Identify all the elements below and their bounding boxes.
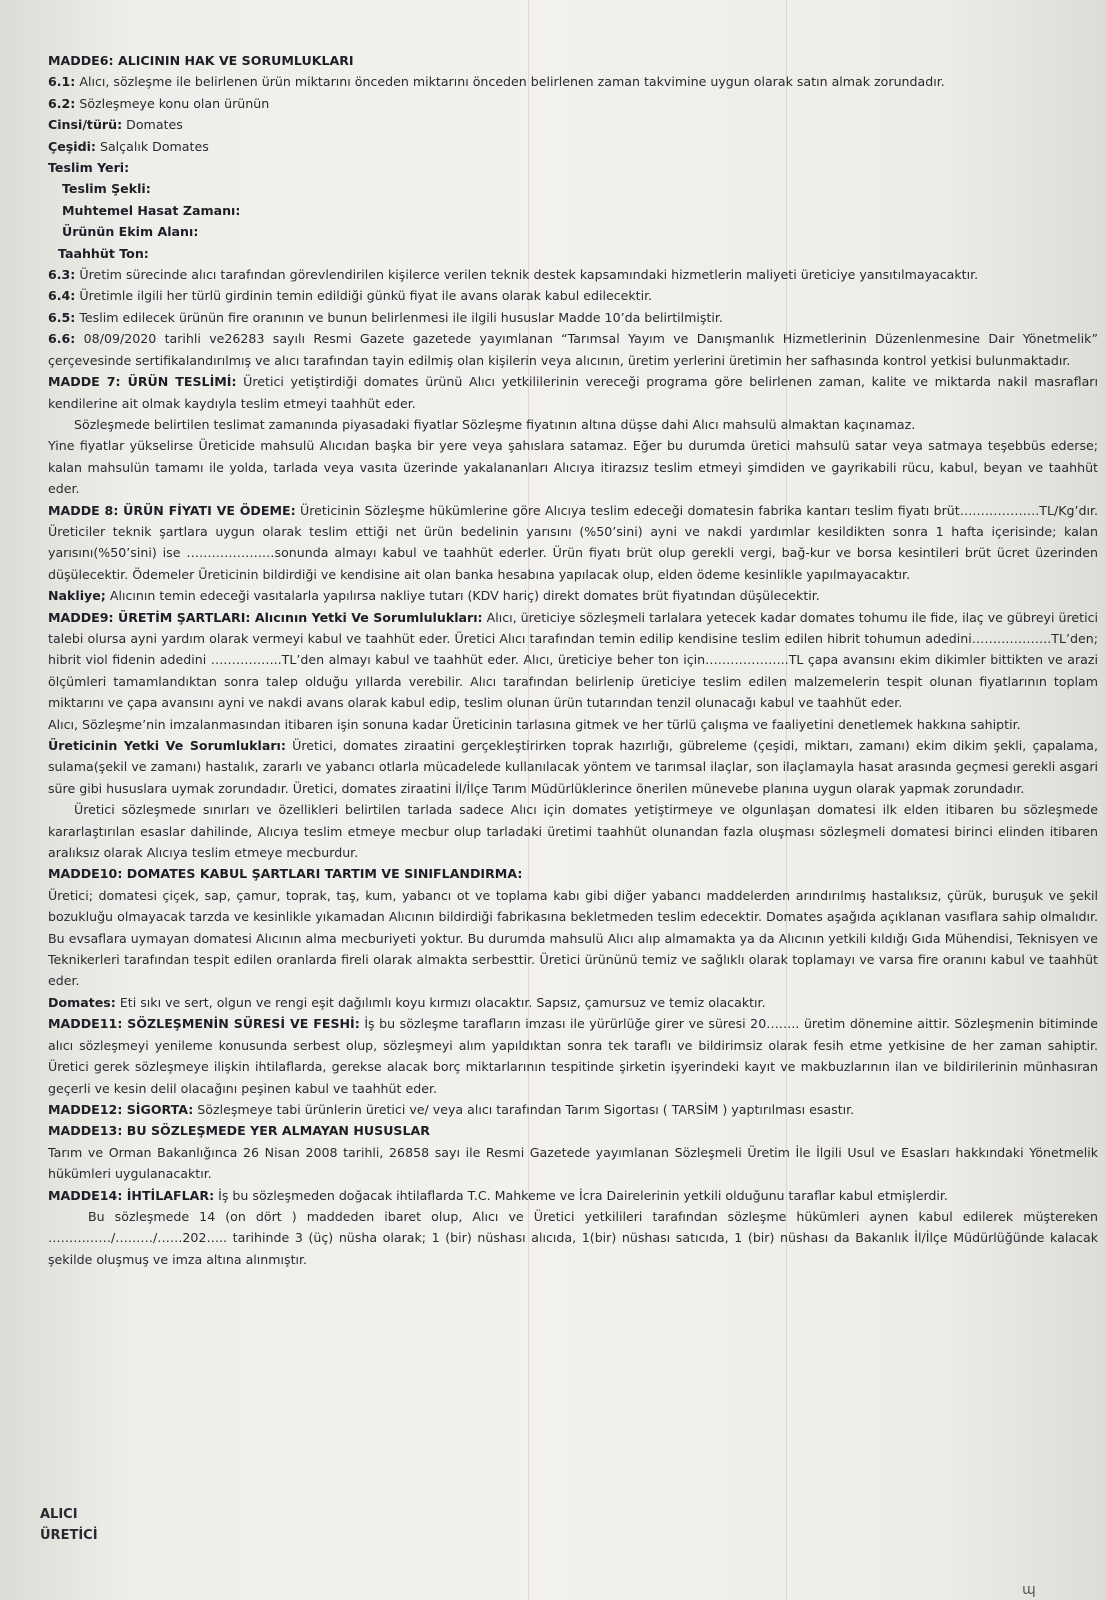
signature-producer-label: ÜRETİCİ	[40, 1528, 98, 1543]
article-9	[48, 607, 1098, 864]
article-11	[48, 1013, 1098, 1099]
article-8-nakliye: Nakliye; Alıcının temin edeceği vasıtalarla yapılırsa nakliye tutarı (KDV hariç) direkt domates brüt fiyatından düşülecektir.	[48, 588, 820, 604]
field-teslim-yeri: Teslim Yeri:	[48, 160, 130, 176]
clause-6-5: 6.5: Teslim edilecek ürünün fire oranının ve bunun belirlenmesi ile ilgili hususlar Madde 10’da belirtilmiştir.	[48, 309, 723, 325]
signature-buyer-label: ALICI	[40, 1507, 78, 1522]
field-ton: Taahhüt Ton:	[58, 245, 149, 261]
field-cinsi: Cinsi/türü: Domates	[48, 117, 183, 133]
article-13-title: MADDE13: BU SÖZLEŞMEDE YER ALMAYAN HUSUSLAR	[48, 1123, 430, 1139]
article-8	[48, 500, 1098, 607]
article-12	[48, 1099, 1098, 1120]
article-10	[48, 863, 1098, 1013]
article-6-title: MADDE6: ALICININ HAK VE SORUMLUKLARI	[48, 53, 354, 68]
field-ekim: Ürünün Ekim Alanı:	[62, 224, 199, 240]
article-11-body: MADDE11: SÖZLEŞMENİN SÜRESİ VE FESHİ: İş bu sözleşme tarafların imzası ile yürürlüğe girer ve süresi 20…….. üretim dönemine aittir. Sözleşmenin bitiminde alıcı sözleşmeyi yenileme konusunda serbest olup, sözleşmeyi alım yapıldıktan sonra tek taraflı ve bildirimsiz olarak fesih etme yetkisine de her zaman sahiptir. Üretici gerek sözleşmeye ilişkin ihtilaflarda, gerekse alacak borç miktarlarının tespitinde şirketin işyerindeki kayıt ve makbuzlarının ilan ve bildirilerinin münhasıran geçerli ve kesin delil olacağını peşinen kabul ve taahhüt eder.	[48, 1016, 1098, 1096]
article-14-para-2: Bu sözleşmede 14 (on dört ) maddeden ibaret olup, Alıcı ve Üretici yetkilileri tarafından sözleşme hükümleri aynen kabul edilerek müştereken ……………/………/……202….. tarihinde 3 (üç) nüsha olarak; 1 (bir) nüshası alıcıda, 1(bir) nüshası satıcıda, 1 (bir) nüshası da Bakanlık İl/İlçe Müdürlüğünde kalacak şekilde oluşmuş ve imza altına alınmıştır.	[48, 1208, 1098, 1267]
article-13-body: Tarım ve Orman Bakanlığınca 26 Nisan 2008 tarihli, 26858 sayı ile Resmi Gazetede yayımlanan Sözleşmeli Üretim İle İlgili Usul ve Esasları hakkındaki Yönetmelik hükümleri uygulanacaktır.	[48, 1144, 1098, 1182]
article-12-body: MADDE12: SİGORTA: Sözleşmeye tabi ürünlerin üretici ve/ veya alıcı tarafından Tarım Sigortası ( TARSİM ) yaptırılması esastır.	[48, 1101, 855, 1117]
clause-6-4: 6.4: Üretimle ilgili her türlü girdinin temin edildiği günkü fiyat ile avans olarak kabul edilecektir.	[48, 288, 653, 304]
article-9-para-4: Üretici sözleşmede sınırları ve özellikleri belirtilen tarlada sadece Alıcı için domates yetiştirmeye ve olgunlaşan domatesi ilk elden itibaren bu sözleşmede kararlaştırılan esaslar dahilinde, Alıcıya teslim etmeye mecbur olup tarladaki üretimi taahhüt olunandan fazla oluşması sözleşmeli domatesi birinci elinden itibaren aralıksız olarak Alıcıya teslim etmeye mecburdur.	[48, 802, 1098, 861]
field-hasat: Muhtemel Hasat Zamanı:	[62, 202, 241, 218]
article-13	[48, 1120, 1098, 1184]
handwritten-mark: ɰ	[1022, 1582, 1036, 1598]
signature-block	[40, 1504, 98, 1546]
article-9-producer: Üreticinin Yetki Ve Sorumlukları: Üretici, domates ziraatini gerçekleştirirken toprak hazırlığı, gübreleme (çeşidi, miktarı, zamanı) ekim dikim şekli, çapalama, sulama(şekil ve zamanı) hastalık, zararlı ve yabancı otlarla mücadelede kullanılacak yöntem ve tarımsal ilaçlar, son ilaçlamayla hasat arasında geçmesi gerekli asgari süre gibi hususlara uymak zorundadır. Üretici, domates ziraatini İl/İlçe Tarım Müdürlüklerince önerilen münevebe planına uygun olarak yapmak zorundadır.	[48, 738, 1098, 796]
clause-6-2: 6.2: Sözleşmeye konu olan ürünün	[48, 95, 270, 111]
article-7	[48, 371, 1098, 499]
article-14-body: MADDE14: İHTİLAFLAR: İş bu sözleşmeden doğacak ihtilaflarda T.C. Mahkeme ve İcra Dairelerinin yetkili olduğunu taraflar kabul etmişlerdir.	[48, 1187, 948, 1203]
field-cesidi: Çeşidi: Salçalık Domates	[48, 138, 209, 154]
article-6	[48, 50, 1098, 371]
article-8-body: MADDE 8: ÜRÜN FİYATI VE ÖDEME: Üreticinin Sözleşme hükümlerine göre Alıcıya teslim edeceği domatesin fabrika kantarı teslim fiyatı brüt……………….TL/Kg’dır. Üreticiler teknik şartlara uygun olarak teslim ettiği net ürün bedelinin yarısını (%50’sini) ayni ve nakdi yardımlar kesildikten sonra 1 hafta içerisinde; kalan yarısını(%50’sini) ise …………………sonunda almayı kabul ve taahhüt ederler. Ürün fiyatı brüt olup gerekli vergi, bağ-kur ve borsa kesintileri brüt ücret üzerinden düşülecektir. Ödemeler Üreticinin bildirdiği ve kendisine ait olan banka hesabına yapılacak olup, elden ödeme kesinlikle yapılmayacaktır.	[48, 502, 1099, 582]
article-10-body: Üretici; domatesi çiçek, sap, çamur, toprak, taş, kum, yabancı ot ve toplama kabı gibi diğer yabancı maddelerden arındırılmış hastalıksız, çürük, buruşuk ve şekil bozukluğu olmayacak tarzda ve kesinlikle yıkamadan Alıcının bildirdiği fabrikasına bekletmeden teslim edecektir. Domates aşağıda açıklanan vasıflara sahip olmalıdır. Bu evsaflara uymayan domatesi Alıcının alma mecburiyeti yoktur. Bu durumda mahsulü Alıcı alıp almamakta ya da Alıcının yetkili kıldığı Gıda Mühendisi, Teknisyen ve Teknikerleri tarafından tespit edilen oranlarda fireli olarak almakta serbesttir. Üretici ürününü temiz ve sağlıklı olarak toplamayı ve varsa fire oranını kabul ve taahhüt eder.	[48, 887, 1098, 989]
clause-6-1: 6.1: Alıcı, sözleşme ile belirlenen ürün miktarını önceden miktarını önceden belirlenen zaman takvimine uygun olarak satın almak zorundadır.	[48, 74, 945, 90]
contract-text	[48, 50, 1098, 1270]
article-9-para-2: Alıcı, Sözleşme’nin imzalanmasından itibaren işin sonuna kadar Üreticinin tarlasına gitmek ve her türlü çalışma ve faaliyetini denetlemek hakkına sahiptir.	[48, 716, 1021, 732]
article-10-domates: Domates: Eti sıkı ve sert, olgun ve rengi eşit dağılımlı koyu kırmızı olacaktır. Sapsız, çamursuz ve temiz olacaktır.	[48, 994, 766, 1010]
article-7-para-2: Sözleşmede belirtilen teslimat zamanında piyasadaki fiyatlar Sözleşme fiyatının altına düşse dahi Alıcı mahsulü almaktan kaçınamaz.	[74, 416, 916, 432]
clause-6-6: 6.6: 08/09/2020 tarihli ve26283 sayılı Resmi Gazete gazetede yayımlanan “Tarımsal Yayım ve Danışmanlık Hizmetlerinin Düzenlenmesine Dair Yönetmelik” çerçevesinde sertifikalandırılmış ve alıcı tarafından tayin edilmiş olan kişilerin veya alıcının, üretim yerlerini üretimin her safhasında kontrol yetkisi bulunmaktadır.	[48, 331, 1098, 368]
article-10-title: MADDE10: DOMATES KABUL ŞARTLARI TARTIM VE SINIFLANDIRMA:	[48, 866, 523, 882]
article-14	[48, 1185, 1098, 1271]
clause-6-3: 6.3: Üretim sürecinde alıcı tarafından görevlendirilen kişilerce verilen teknik destek kapsamındaki hizmetlerin maliyeti üreticiye yansıtılmayacaktır.	[48, 267, 979, 283]
article-7-body: MADDE 7: ÜRÜN TESLİMİ: Üretici yetiştirdiği domates ürünü Alıcı yetkililerinin vereceği programa göre belirlenen zaman, kalite ve miktarda nakil masrafları kendilerine ait olmak kaydıyla teslim etmeyi taahhüt eder.	[48, 374, 1098, 411]
field-teslim-sekli: Teslim Şekli:	[62, 181, 151, 197]
article-7-para-3: Yine fiyatlar yükselirse Üreticide mahsulü Alıcıdan başka bir yere veya şahıslara satamaz. Eğer bu durumda üretici mahsulü satar veya satmaya teşebbüs ederse; kalan mahsulün tamamı ile yolda, tarlada veya vasıta üzerinde yakalananları Alıcıya itirazsız teslim etmeyi şimdiden ve gayrikabili rücu, kabul, beyan ve taahhüt eder.	[48, 438, 1098, 497]
article-9-body: MADDE9: ÜRETİM ŞARTLARI: Alıcının Yetki Ve Sorumlulukları: Alıcı, üreticiye sözleşmeli tarlalara yetecek kadar domates tohumu ile fide, ilaç ve gübreyi üretici talebi olursa ayni yardım olarak vermeyi kabul ve taahhüt eder. Üretici Alıcı tarafından temin edilip kendisine teslim edilen hibrit tohumun adedini……………….TL’den; hibrit viol fidenin adedini ……………..TL’den almayı kabul ve taahhüt eder. Alıcı, üreticiye beher ton için………………..TL çapa avansını ekim dikimler bittikten ve arazi ölçümleri tamamlandıktan sonra talep olduğu yıllarda verebilir. Alıcı tarafından belirlenip üreticiye teslim edilen malzemelerin tespit olunan fiyatlarının toplam miktarını ve çapa avansını ayni ve nakdi avans olarak kabul edip, teslim olunan ürün tutarından tenzil olunacağı kabul ve taahhüt eder.	[48, 609, 1099, 711]
